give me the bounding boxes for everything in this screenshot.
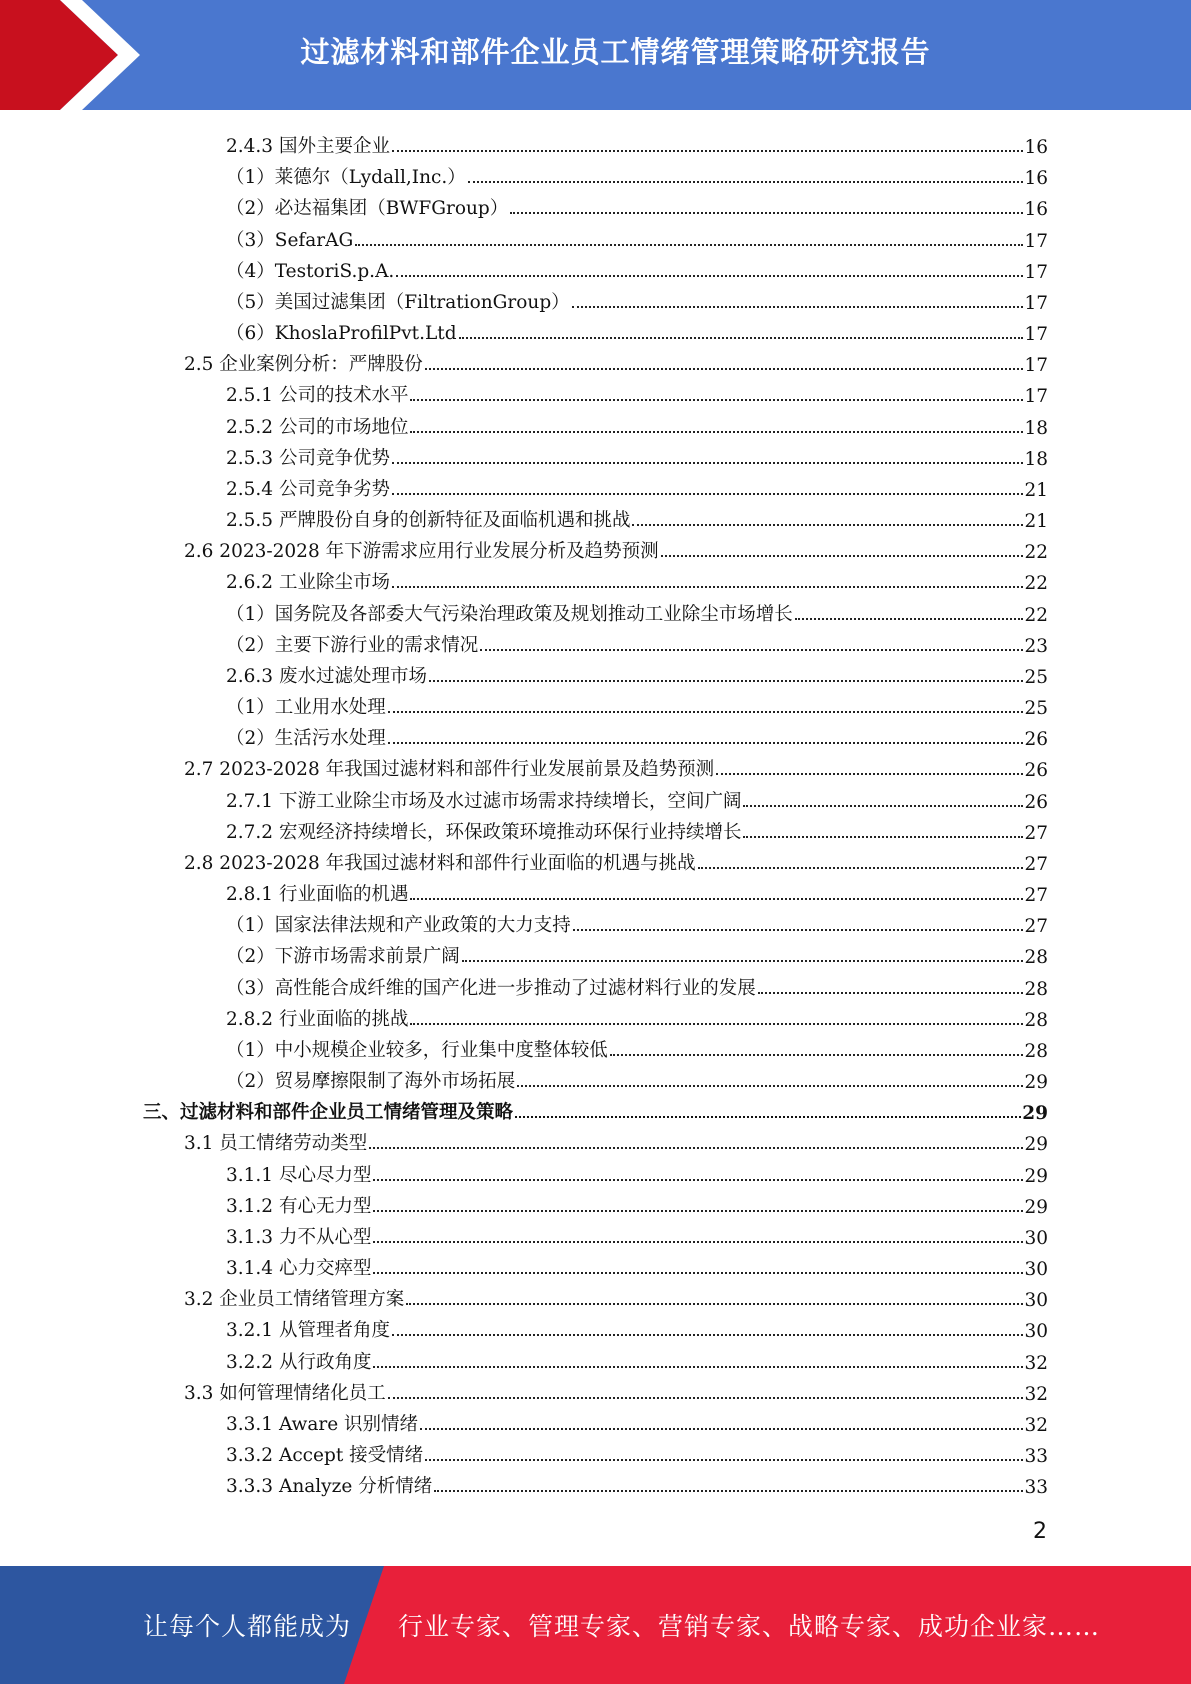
toc-dot-leader [743, 805, 1023, 807]
toc-dot-leader [573, 929, 1024, 931]
footer-slogan-right: 行业专家、管理专家、营销专家、战略专家、成功企业家…… [398, 1612, 1101, 1641]
toc-entry-page: 33 [1024, 1446, 1048, 1468]
toc-dot-leader [661, 555, 1024, 557]
toc-entry-label: （3）SefarAG [226, 229, 354, 251]
toc-dot-leader [572, 306, 1024, 308]
toc-dot-leader [632, 524, 1023, 526]
toc-dot-leader [468, 181, 1024, 183]
toc-entry[interactable] [226, 626, 1048, 657]
toc-dot-leader [373, 1179, 1023, 1181]
toc-entry-page: 29 [1024, 1134, 1048, 1156]
toc-entry-page: 29 [1024, 1165, 1048, 1187]
toc-entry[interactable] [226, 1311, 1048, 1342]
toc-entry-label: 2.7.1 下游工业除尘市场及水过滤市场需求持续增长，空间广阔 [226, 790, 742, 812]
toc-entry-label: 三、过滤材料和部件企业员工情绪管理及策略 [143, 1102, 514, 1124]
toc-entry[interactable] [184, 750, 1048, 781]
toc-dot-leader [480, 649, 1023, 651]
toc-entry-page: 28 [1024, 1040, 1048, 1062]
toc-dot-leader [388, 742, 1024, 744]
toc-entry[interactable] [226, 875, 1048, 906]
toc-entry[interactable] [226, 470, 1048, 501]
toc-entry-page: 32 [1024, 1414, 1048, 1436]
toc-entry-page: 22 [1024, 573, 1048, 595]
toc-entry-page: 16 [1024, 199, 1048, 221]
toc-entry-page: 32 [1024, 1383, 1048, 1405]
toc-entry-page: 17 [1024, 386, 1048, 408]
toc-entry-label: 2.6.3 废水过滤处理市场 [226, 665, 427, 687]
toc-entry-page: 30 [1024, 1227, 1048, 1249]
toc-dot-leader [373, 1272, 1023, 1274]
toc-entry-page: 26 [1024, 760, 1048, 782]
toc-dot-leader [698, 867, 1024, 869]
toc-entry[interactable] [226, 314, 1048, 345]
toc-entry-page: 21 [1024, 511, 1048, 533]
toc-entry-page: 18 [1024, 417, 1048, 439]
toc-dot-leader [462, 960, 1024, 962]
toc-entry[interactable] [226, 782, 1048, 813]
toc-dot-leader [610, 1054, 1024, 1056]
toc-entry-label: （1）国家法律法规和产业政策的大力支持 [226, 915, 571, 937]
toc-entry[interactable] [184, 1280, 1048, 1311]
footer-banner [0, 1566, 1191, 1684]
toc-entry[interactable] [226, 906, 1048, 937]
toc-entry-page: 17 [1024, 324, 1048, 346]
toc-entry[interactable] [226, 813, 1048, 844]
toc-entry[interactable] [226, 1062, 1048, 1093]
toc-dot-leader [743, 836, 1023, 838]
toc-dot-leader [392, 462, 1023, 464]
toc-dot-leader [410, 898, 1023, 900]
toc-entry-label: 3.1.2 有心无力型 [226, 1195, 372, 1217]
toc-entry-page: 30 [1024, 1259, 1048, 1281]
toc-entry-label: （1）国务院及各部委大气污染治理政策及规划推动工业除尘市场增长 [226, 603, 793, 625]
page-number: 2 [1033, 1519, 1047, 1544]
toc-entry-page: 27 [1024, 822, 1048, 844]
toc-entry-page: 23 [1024, 635, 1048, 657]
toc-dot-leader [515, 1116, 1021, 1118]
toc-dot-leader [716, 773, 1023, 775]
report-title: 过滤材料和部件企业员工情绪管理策略研究报告 [300, 34, 931, 69]
toc-dot-leader [410, 1023, 1023, 1025]
toc-entry-page: 17 [1024, 230, 1048, 252]
toc-entry-page: 25 [1024, 666, 1048, 688]
toc-entry-label: 2.8.2 行业面临的挑战 [226, 1008, 409, 1030]
toc-entry-page: 30 [1024, 1290, 1048, 1312]
toc-entry[interactable] [226, 688, 1048, 719]
toc-entry[interactable] [226, 969, 1048, 1000]
toc-entry-label: （2）必达福集团（BWFGroup） [226, 198, 509, 220]
toc-entry[interactable] [226, 1405, 1048, 1436]
toc-entry[interactable] [184, 1374, 1048, 1405]
toc-dot-leader [392, 1334, 1023, 1336]
toc-entry[interactable] [226, 1031, 1048, 1062]
toc-entry-label: 3.1.1 尽心尽力型 [226, 1164, 372, 1186]
toc-entry-label: 2.5.3 公司竞争优势 [226, 447, 390, 469]
toc-entry-label: （1）工业用水处理 [226, 697, 386, 719]
toc-entry-label: （2）生活污水处理 [226, 728, 386, 750]
toc-dot-leader [373, 1241, 1023, 1243]
toc-dot-leader [425, 368, 1024, 370]
toc-entry-label: 2.4.3 国外主要企业 [226, 136, 390, 157]
toc-entry[interactable] [226, 189, 1048, 220]
toc-entry-page: 29 [1022, 1103, 1048, 1125]
toc-entry[interactable] [184, 844, 1048, 875]
toc-dot-leader [355, 244, 1023, 246]
toc-entry[interactable] [226, 1156, 1048, 1187]
toc-entry-label: 2.5.2 公司的市场地位 [226, 416, 409, 438]
toc-entry[interactable] [226, 1218, 1048, 1249]
toc-dot-leader [388, 711, 1024, 713]
toc-entry-label: 2.5 企业案例分析：严牌股份 [184, 354, 423, 376]
toc-entry-label: 3.1 员工情绪劳动类型 [184, 1133, 368, 1155]
toc-entry-label: 3.1.3 力不从心型 [226, 1226, 372, 1248]
toc-entry-label: 2.6 2023-2028 年下游需求应用行业发展分析及趋势预测 [184, 541, 659, 563]
toc-dot-leader [795, 618, 1024, 620]
toc-entry-page: 28 [1024, 947, 1048, 969]
toc-entry[interactable] [226, 719, 1048, 750]
toc-entry-label: 2.6.2 工业除尘市场 [226, 572, 390, 594]
toc-entry[interactable] [226, 127, 1048, 158]
toc-entry-label: 2.8 2023-2028 年我国过滤材料和部件行业面临的机遇与挑战 [184, 852, 696, 874]
toc-entry-page: 22 [1024, 604, 1048, 626]
toc-entry-label: （4）TestoriS.p.A. [226, 260, 395, 282]
toc-dot-leader [410, 431, 1023, 433]
toc-entry-page: 33 [1024, 1477, 1048, 1499]
toc-entry-label: 2.7 2023-2028 年我国过滤材料和部件行业发展前景及趋势预测 [184, 759, 715, 781]
toc-entry[interactable] [226, 501, 1048, 532]
toc-entry-page: 27 [1024, 885, 1048, 907]
toc-entry-page: 17 [1024, 292, 1048, 314]
toc-entry-label: 3.3.3 Analyze 分析情绪 [226, 1476, 433, 1498]
toc-entry-label: 3.2 企业员工情绪管理方案 [184, 1289, 405, 1311]
toc-entry-page: 29 [1024, 1196, 1048, 1218]
toc-entry[interactable] [226, 1343, 1048, 1374]
toc-entry[interactable] [226, 408, 1048, 439]
toc-dot-leader [758, 992, 1024, 994]
toc-entry-label: （1）莱德尔（Lydall,Inc.） [226, 167, 466, 189]
toc-dot-leader [373, 1366, 1023, 1368]
toc-entry-label: 3.3 如何管理情绪化员工 [184, 1382, 386, 1404]
toc-dot-leader [373, 1210, 1023, 1212]
toc-entry-label: （2）主要下游行业的需求情况 [226, 634, 479, 656]
toc-entry-page: 16 [1024, 137, 1048, 158]
toc-entry-page: 18 [1024, 448, 1048, 470]
toc-entry-label: 2.7.2 宏观经济持续增长，环保政策环境推动环保行业持续增长 [226, 821, 742, 843]
toc-entry-label: 3.2.2 从行政角度 [226, 1351, 372, 1373]
toc-entry-page: 26 [1024, 729, 1048, 751]
toc-dot-leader [429, 680, 1023, 682]
toc-entry[interactable] [226, 252, 1048, 283]
toc-entry-page: 28 [1024, 1009, 1048, 1031]
toc-dot-leader [434, 1490, 1023, 1492]
toc-entry-page: 17 [1024, 355, 1048, 377]
toc-entry-page: 26 [1024, 791, 1048, 813]
toc-dot-leader [392, 150, 1023, 152]
toc-entry-page: 27 [1024, 853, 1048, 875]
toc-entry[interactable] [226, 439, 1048, 470]
toc-entry[interactable] [226, 563, 1048, 594]
toc-entry[interactable] [226, 376, 1048, 407]
toc-entry[interactable] [226, 657, 1048, 688]
toc-entry[interactable] [226, 1187, 1048, 1218]
toc-entry-label: （6）KhoslaProfilPvt.Ltd [226, 323, 457, 345]
header-banner [0, 0, 1191, 110]
toc-entry-label: （2）下游市场需求前景广阔 [226, 946, 460, 968]
toc-entry-label: 3.2.1 从管理者角度 [226, 1320, 390, 1342]
header-chevron-graphic [0, 0, 160, 110]
toc-entry-page: 25 [1024, 698, 1048, 720]
toc-entry[interactable] [226, 595, 1048, 626]
toc-dot-leader [392, 493, 1023, 495]
toc-entry-page: 17 [1024, 261, 1048, 283]
toc-dot-leader [425, 1459, 1023, 1461]
toc-entry-page: 28 [1024, 978, 1048, 1000]
toc-entry-label: （2）贸易摩擦限制了海外市场拓展 [226, 1071, 516, 1093]
toc-entry[interactable] [184, 345, 1048, 376]
toc-dot-leader [420, 1428, 1023, 1430]
toc-entry[interactable] [226, 1249, 1048, 1280]
toc-dot-leader [517, 1085, 1023, 1087]
toc-entry-label: 2.8.1 行业面临的机遇 [226, 884, 409, 906]
toc-entry-label: 3.3.2 Accept 接受情绪 [226, 1445, 424, 1467]
toc-entry[interactable] [184, 1124, 1048, 1155]
toc-dot-leader [510, 212, 1023, 214]
toc-entry[interactable] [143, 1093, 1048, 1124]
toc-dot-leader [396, 275, 1023, 277]
toc-entry[interactable] [226, 158, 1048, 189]
toc-entry[interactable] [226, 283, 1048, 314]
toc-entry[interactable] [226, 1000, 1048, 1031]
toc-entry-label: （5）美国过滤集团（FiltrationGroup） [226, 291, 570, 313]
toc-dot-leader [459, 337, 1024, 339]
toc-entry-label: 2.5.5 严牌股份自身的创新特征及面临机遇和挑战 [226, 510, 631, 532]
toc-entry[interactable] [226, 1467, 1048, 1498]
toc-entry-label: （3）高性能合成纤维的国产化进一步推动了过滤材料行业的发展 [226, 977, 756, 999]
toc-dot-leader [369, 1147, 1023, 1149]
toc-entry[interactable] [226, 221, 1048, 252]
toc-entry-label: （1）中小规模企业较多，行业集中度整体较低 [226, 1039, 608, 1061]
toc-entry-page: 32 [1024, 1352, 1048, 1374]
toc-entry-page: 16 [1024, 168, 1048, 190]
toc-entry-page: 27 [1024, 916, 1048, 938]
toc-dot-leader [406, 1303, 1023, 1305]
toc-entry-label: 2.5.4 公司竞争劣势 [226, 478, 390, 500]
toc-dot-leader [410, 399, 1023, 401]
toc-entry-page: 21 [1024, 479, 1048, 501]
footer-slogan-left: 让每个人都能成为 [143, 1612, 352, 1641]
toc-entry-page: 30 [1024, 1321, 1048, 1343]
toc-entry[interactable] [226, 937, 1048, 968]
toc-entry-page: 29 [1024, 1072, 1048, 1094]
toc-entry-page: 22 [1024, 542, 1048, 564]
toc-entry[interactable] [184, 532, 1048, 563]
toc-dot-leader [388, 1397, 1024, 1399]
toc-entry-label: 3.1.4 心力交瘁型 [226, 1258, 372, 1280]
toc-entry[interactable] [226, 1436, 1048, 1467]
toc-entry-label: 2.5.1 公司的技术水平 [226, 385, 409, 407]
toc-entry-label: 3.3.1 Aware 识别情绪 [226, 1413, 419, 1435]
toc-dot-leader [392, 586, 1023, 588]
